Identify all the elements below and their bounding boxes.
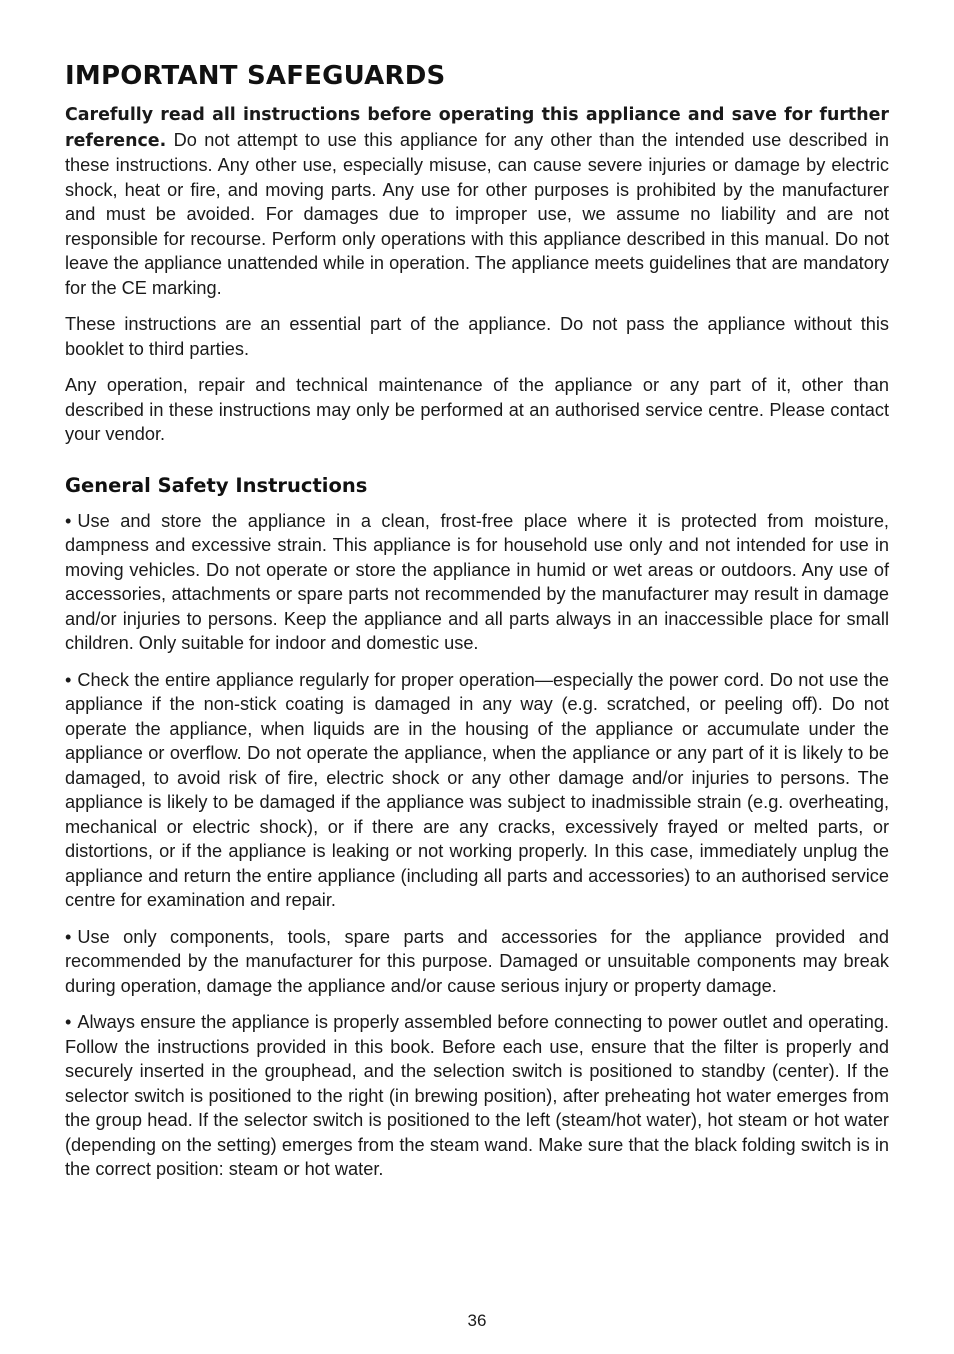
paragraph-repair: Any operation, repair and technical maintenance of the appliance or any part of it, other than described in these instructions may only be performed at an authorised service centre. Please contact your vendor. (65, 375, 889, 444)
bullet-text: Use only components, tools, spare parts and accessories for the appliance provided and recommended by the manufacturer for this purpose. Damaged or unsuitable components may break during operation, damage the appliance and/or cause serious injury or property damage. (65, 926, 889, 996)
bullet-text: Use and store the appliance in a clean, frost-free place where it is protected from moisture, dampness and excessive strain. This appliance is for household use only and not intended for use in moving vehicles. Do not operate or store the appliance in humid or wet areas or outdoors. Any use of accessories, attachments or spare parts not recommended by the manufacturer may result in damage and/or injuries to persons. Keep the appliance and all parts always in an inaccessible place for small children. Only suitable for indoor and domestic use. (65, 510, 889, 653)
page-title: IMPORTANT SAFEGUARDS (65, 61, 446, 91)
document-page (65, 58, 889, 1194)
intro-text: Do not attempt to use this appliance for any other than the intended use described in these instructions. Any other use, especially misuse, can cause severe injuries or damage by electric shock, heat or fire, and moving parts. Any use for other purposes is prohibited by the manufacturer and must be avoided. For damages due to improper use, we assume no liability and are not responsible for recourse. Perform only operations with this appliance described in this manual. Do not leave the appliance unattended while in operation. The appliance meets guidelines that are mandatory for the CE marking. (65, 129, 889, 298)
section-title: General Safety Instructions (65, 473, 368, 497)
bullet-item-inspection (65, 668, 889, 913)
bullet-icon: • (65, 669, 72, 690)
bullet-item-assembly (65, 1010, 889, 1182)
page-number: 36 (467, 1311, 487, 1330)
bullet-text: Always ensure the appliance is properly assembled before connecting to power outlet and operating. Follow the instructions provided in this book. Before each use, ensure that the filter is properly and securely inserted in the grouphead, and the selection switch is positioned to standby (center). If the selector switch is positioned to the right (in brewing position), after preheating hot water emerges from the group head. If the selector switch is positioned to the left (steam/hot water), hot steam or hot water (depending on the setting) emerges from the steam wand. Make sure that the black folding switch is in the correct position: steam or hot water. (65, 1012, 889, 1179)
intro-lead: Carefully read all instructions before operating this appliance and save for further reference. (65, 105, 889, 151)
bullet-icon: • (65, 1012, 72, 1032)
bullet-item-storage (65, 509, 889, 656)
intro-paragraph (65, 102, 889, 300)
bullet-icon: • (65, 510, 72, 531)
paragraph-booklet: These instructions are an essential part of the appliance. Do not pass the appliance without this booklet to third parties. (65, 314, 889, 359)
bullet-item-components (65, 925, 889, 999)
bullet-icon: • (65, 926, 72, 947)
bullet-text: Check the entire appliance regularly for proper operation—especially the power cord. Do not use the appliance if the non-stick coating is damaged in any way (e.g. scratched, or peeling off). Do not operate the appliance, when liquids are in the housing of the appliance or accumulate under the appliance or overflow. Do not operate the appliance, when the appliance or any part of it is likely to be damaged, to avoid risk of fire, electric shock or any other damage and/or injuries to persons. The appliance is likely to be damaged if the appliance was subject to inadmissible strain (e.g. overheating, mechanical or electric shock), or if there are any cracks, excessively frayed or melted parts, or distortions, or if the appliance is leaking or not working properly. In this case, immediately unplug the appliance and return the entire appliance (including all parts and accessories) to an authorised service centre for examination and repair. (65, 669, 889, 910)
